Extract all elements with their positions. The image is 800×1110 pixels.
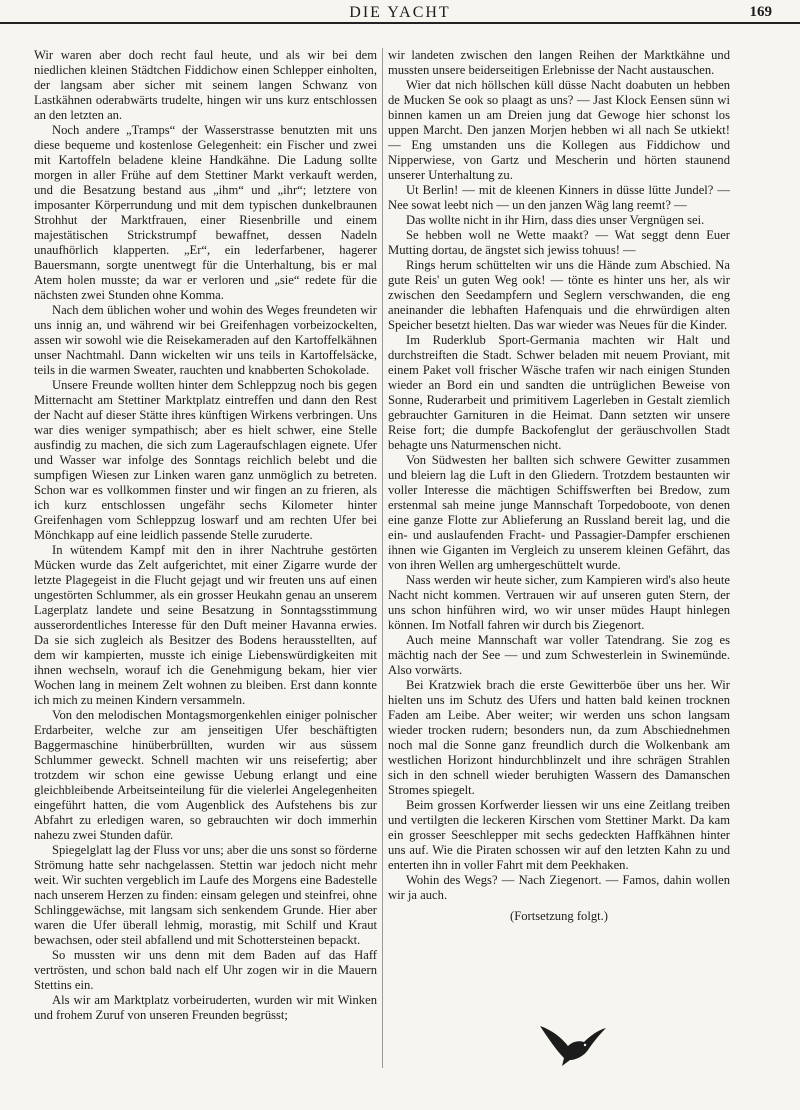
paragraph: So mussten wir uns denn mit dem Baden auf das Haff vertrösten, und schon bald nach elf Uhr zogen wir in die Mauern Stettins ein. [34, 948, 377, 992]
column-divider [382, 48, 383, 1068]
journal-title: DIE YACHT [349, 4, 451, 21]
right-column [388, 48, 730, 924]
paragraph: Beim grossen Korfwerder liessen wir uns eine Zeitlang treiben und vertilgten die leckeren Kirschen vom Stettiner Markt. Da kam ein grosser Seeschlepper mit sechs gedeckten Haffkähnen hinter uns auf. Wie die Piraten schossen wir auf den letzten Kahn zu und enterten ihn in voller Fahrt mit dem Peekhaken. [388, 798, 730, 872]
paragraph: wir landeten zwischen den langen Reihen der Marktkähne und mussten unsere beiderseitigen Erlebnisse der Nacht austauschen. [388, 48, 730, 77]
paragraph: Unsere Freunde wollten hinter dem Schleppzug noch bis gegen Mitternacht am Stettiner Marktplatz eintreffen und dann den Rest der Nacht auf dieser Stätte ihres künftigen Wirkens verbringen. Uns war dies weniger sympathisch; aber es hielt schwer, eine Stelle ausfindig zu machen, die sich zum Lageraufschlagen eignete. Ufer und Wasser war infolge des Sonntags reichlich belebt und die sumpfigen Wiesen zur Linken waren ganz unmöglich zu betreten. Schon war es vollkommen finster und wir fingen an zu frieren, als ich kurz entschlossen ungefähr sechs Kilometer hinter Greifenhagen vom Schleppzug loswarf und am rechten Ufer bei Mönchkapp auf eine leidlich passende Stelle zuruderte. [34, 378, 377, 542]
paragraph: Von Südwesten her ballten sich schwere Gewitter zusammen und bleiern lag die Luft in den Gliedern. Trotzdem bestaunten wir voller Interesse die mächtigen Schiffswerften bei Bredow, zum erstenmal sah meine junge Mannschaft Torpedoboote, von denen eine ganze Flotte zur Ablieferung an Russland bereit lag, und die ein- und auslaufenden Fracht- und Passagier-Dampfer erschienen ihnen wie Giganten im Vergleich zu unserem kleinen Gefährt, das von ihren Wellen arg umhergeschüttelt wurde. [388, 453, 730, 572]
paragraph: Das wollte nicht in ihr Hirn, dass dies unser Vergnügen sei. [406, 213, 705, 227]
paragraph: In wütendem Kampf mit den in ihrer Nachtruhe gestörten Mücken wurde das Zelt aufgerichtet, mit einer Zigarre wurde der letzte Plagegeist in die Flucht gejagt und wir freuten uns auf einen ungestörten Schlummer, als ein grosser Heukahn genau an unserem Lagerplatz landete und seine Besatzung in Sonntagsstimmung ausserordentliches Interesse für den Duft meiner Havanna erwies. Da sie sich zugleich als Besitzer des Bodens herausstellten, auf dem wir kampierten, musste ich einige Liebenswürdigkeiten mit ihnen wechseln, worauf ich die Genehmigung bekam, hier vier Wochen lang in meinem Zelt wohnen zu bleiben. Erst dann konnte ich mich zu meinen Kindern versammeln. [34, 543, 377, 707]
paragraph: Spiegelglatt lag der Fluss vor uns; aber die uns sonst so förderne Strömung hatte sehr nachgelassen. Stettin war jedoch nicht mehr weit. Wir suchten vergeblich im Laufe des Morgens eine Badestelle nach unserem Herzen zu finden: einsam gelegen und steinfrei, ohne Schlinggewächse, mit langsam sich senkendem Grunde. Hier aber waren die Ufer überall lehmig, morastig, mit Schilf und Kraut bewachsen, oder steil abfallend und mit Schottersteinen bepackt. [34, 843, 377, 947]
paragraph: Noch andere „Tramps“ der Wasserstrasse benutzten mit uns diese bequeme und kostenlose Gelegenheit: ein Fischer und zwei mit Kartoffeln beladene kleine Handkähne. Die Ladung sollte morgen in aller Frühe auf dem Stettiner Markt verkauft werden, und die Besatzung bestand aus „ihm“ und „ihr“; letztere von imposanter Körperrundung und mit dem typischen dunkelbraunen Strohhut der Marktfrauen, einer Riesenbrille und einem majestätischen Strickstrumpf bewaffnet, dessen Nadeln unaufhörlich klapperten. „Er“, ein lederfarbener, hagerer Bauersmann, sorgte unentwegt für die Unterhaltung, bis er mal Atem holen musste; da war er verloren und „sie“ redete für die nächsten zwei Stunden ohne Komma. [34, 123, 377, 302]
page-header [0, 4, 800, 24]
paragraph: Ut Berlin! — mit de kleenen Kinners in düsse lütte Jundel? — Nee sowat leebt nich — un den janzen Wäg lang reemt? — [388, 183, 730, 212]
paragraph: Auch meine Mannschaft war voller Tatendrang. Sie zog es mächtig nach der See — und zum Schwesterlein in Swinemünde. Also vorwärts. [388, 633, 730, 677]
paragraph: Als wir am Marktplatz vorbeiruderten, wurden wir mit Winken und frohem Zuruf von unseren Freunden begrüsst; [34, 993, 377, 1022]
page-number: 169 [749, 4, 772, 20]
paragraph: Wir waren aber doch recht faul heute, und als wir bei dem niedlichen kleinen Städtchen Fiddichow einen Schlepper einholten, der langsam aber sicher mit seinem langen Schwanz von Lastkähnen oderabwärts trudelte, hingen wir uns kurz entschlossen an den letzten an. [34, 48, 377, 122]
paragraph: Im Ruderklub Sport-Germania machten wir Halt und durchstreiften die Stadt. Schwer beladen mit neuem Proviant, mit einem Paket voll frischer Wäsche trafen wir nach einigen Stunden wieder an Bord ein und sandten die untrüglichen Beweise von Sonne, Ruderarbeit und primitivem Lagerleben in Gestalt ziemlich gebrauchter Garnituren in die Heimat. Dann setzten wir unsere Reise fort; die dumpfe Backofenglut der geräuschvollen Stadt behagte uns Naturmenschen nicht. [388, 333, 730, 452]
paragraph: Wier dat nich höllschen küll düsse Nacht doabuten un hebben de Mucken Se ook so plaagt as uns? — Jast Klock Eensen sünn wi binnen kamen un am Dreien jung dat Gewoge hier schonst los uppen Marcht. Den janzen Morjen hebben wi all nach Se utkiekt! — Eng umstanden uns die Kollegen aus Fiddichow und Nipperwiese, von Gartz und Mescherin und hörten staunend unserer Unterhaltung zu. [388, 78, 730, 182]
paragraph: Nach dem üblichen woher und wohin des Weges freundeten wir uns innig an, und während wir bei Greifenhagen vorbeizockelten, assen wir sowohl wie die Reisekameraden auf den Kartoffelkähnen unser Nachtmahl. Dann wickelten wir uns teils in Kartoffelsäcke, teils in die warmen Sweater, rauchten und knabberten Schokolade. [34, 303, 377, 377]
paragraph: Se hebben woll ne Wette maakt? — Wat seggt denn Euer Mutting dortau, de ängstet sich jewiss tohuus! — [388, 228, 730, 257]
continuation-note: (Fortsetzung folgt.) [510, 909, 608, 923]
swallow-icon [538, 1020, 608, 1068]
paragraph: Rings herum schüttelten wir uns die Hände zum Abschied. Na gute Reis' un guten Weg ook! — tönte es hinter uns her, als wir zwischen den Seedampfern und Seglern verschwanden, die eng aneinander die lebhaften Hafenquais und die ehrwürdigen alten Speicher besetzt hielten. Das war wieder was Neues für die Kinder. [388, 258, 730, 332]
header-rule [0, 22, 800, 24]
paragraph: Wohin des Wegs? — Nach Ziegenort. — Famos, dahin wollen wir ja auch. [388, 873, 730, 902]
paragraph: Von den melodischen Montagsmorgenkehlen einiger polnischer Erdarbeiter, welche zur am jenseitigen Ufer beschäftigten Baggermaschine hinüberbrüllten, wurden wir aus süssem Schlummer geweckt. Schnell machten wir uns reisefertig; aber trotzdem wir schon eine gewisse Uebung erlangt und eine gleichbleibende Arbeitseinteilung für die vielerlei Angelegenheiten eingeführt hatten, die vom Augenblick des Aufstehens bis zur Abfahrt zu erledigen waren, so gebrauchten wir doch immerhin nahezu zwei Stunden dafür. [34, 708, 377, 842]
paragraph: Nass werden wir heute sicher, zum Kampieren wird's also heute Nacht nicht kommen. Vertrauen wir auf unseren guten Stern, der uns schon hinführen wird, wo wir unser müdes Haupt hinlegen können. Im Notfall fahren wir durch bis Ziegenort. [388, 573, 730, 632]
left-column [34, 48, 377, 1023]
paragraph: Bei Kratzwiek brach die erste Gewitterböe über uns her. Wir hielten uns im Schutz des Ufers und hatten bald keinen trocknen Faden am Leibe. Aber weiter; wir werden uns schon langsam wieder trocken rudern; besonders nun, da zum Abschiednehmen noch mal die Sonne ganz freundlich durch die Wolkenbank am westlichen Horizont hindurchblinzelt und ihre schrägen Strahlen sich in den schnell wieder beruhigten Wassern des Damanschen Stromes spiegelt. [388, 678, 730, 797]
